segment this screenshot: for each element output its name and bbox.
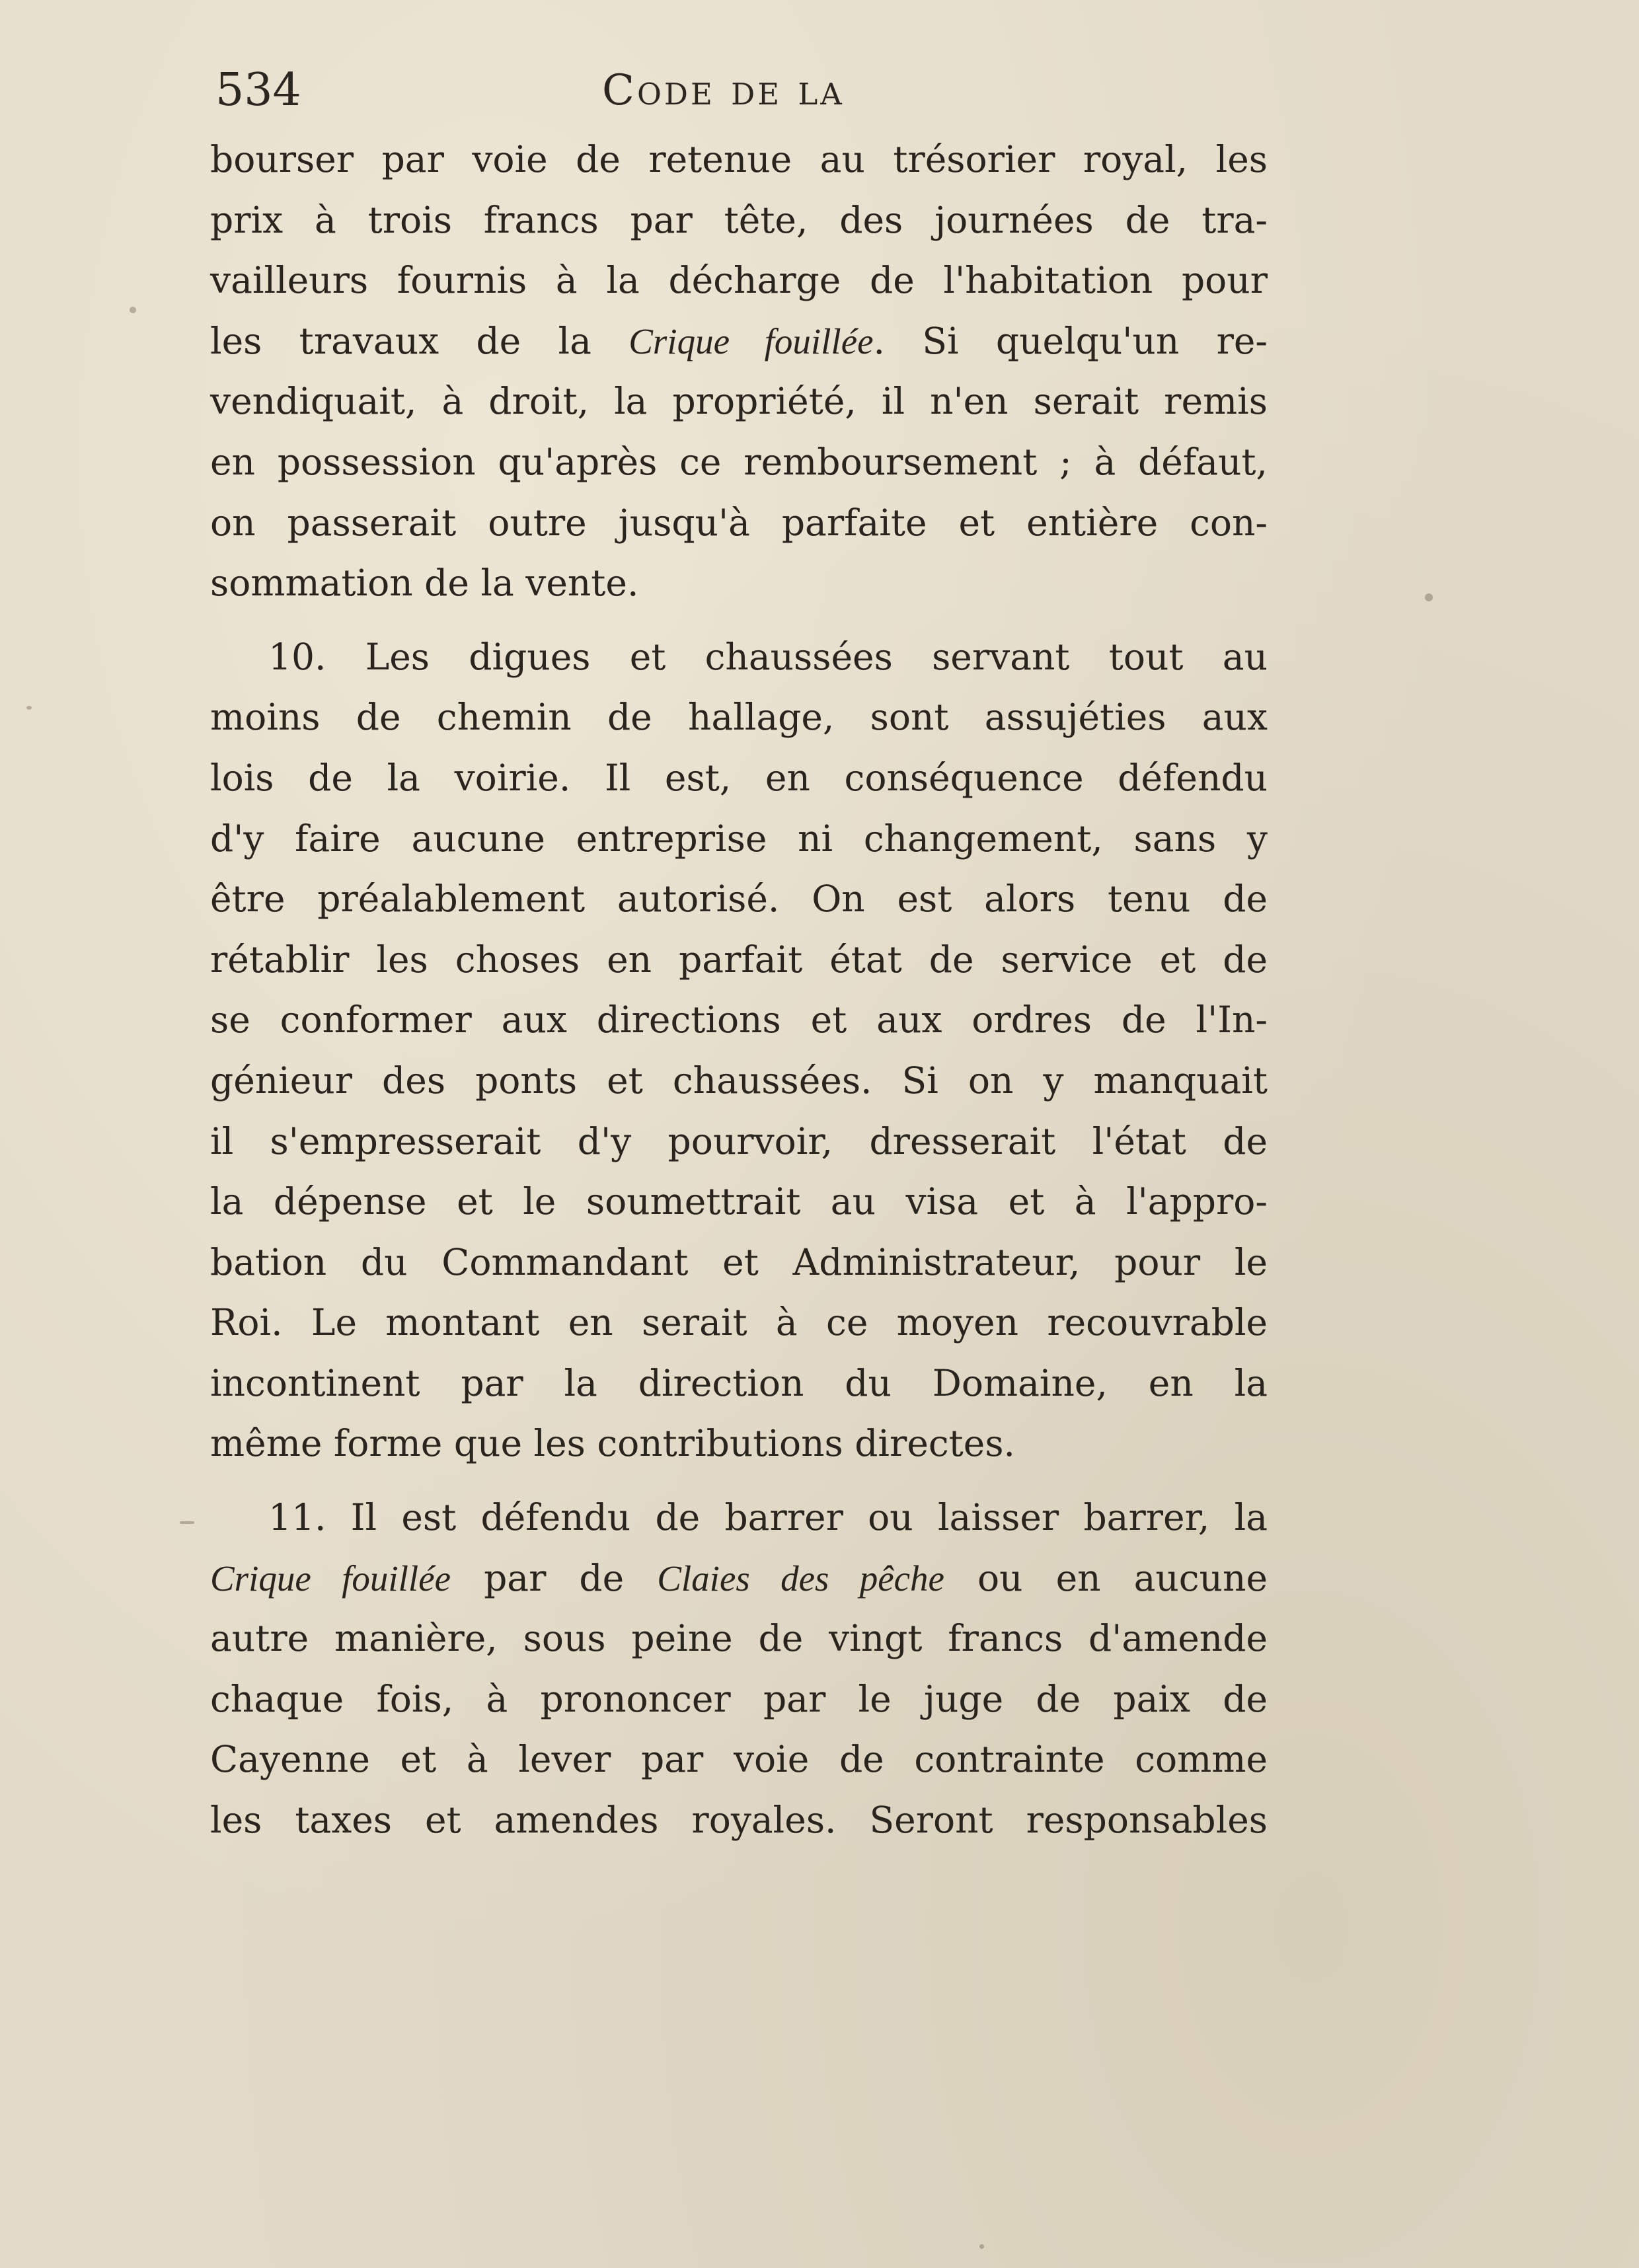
text-line: autre manière, sous peine de vingt francs d'amende: [210, 1617, 1268, 1660]
text-line: lois de la voirie. Il est, en conséquence défendu: [210, 756, 1268, 799]
text-line: il s'empresserait d'y pourvoir, dresserait l'état de: [210, 1119, 1268, 1162]
paragraph-gap: [210, 614, 1268, 627]
paragraph-gap: [210, 1474, 1268, 1488]
text-line: les taxes et amendes royales. Seront responsables: [210, 1799, 1268, 1842]
paragraph: [210, 130, 1268, 614]
text-segment: ou en aucune: [944, 1556, 1268, 1599]
text-segment: . Si quelqu'un re-: [873, 319, 1268, 362]
text-line: génieur des ponts et chaussées. Si on y manquait: [210, 1059, 1268, 1102]
text-line: sommation de la vente.: [210, 562, 639, 605]
paper-speck: [1425, 593, 1433, 601]
text-segment: 11. Il est défendu de barrer ou laisser barrer, la: [268, 1496, 1268, 1539]
text-line: d'y faire aucune entreprise ni changement, sans y: [210, 817, 1268, 860]
text-line: Cayenne et à lever par voie de contrainte comme: [210, 1738, 1268, 1781]
text-line: prix à trois francs par tête, des journées de tra-: [210, 198, 1268, 241]
italic-text: Crique fouillée: [210, 1558, 451, 1599]
text-line: en possession qu'après ce remboursement ; à défaut,: [210, 440, 1268, 483]
text-line: être préalablement autorisé. On est alors tenu de: [210, 878, 1268, 921]
paper-speck: [26, 706, 32, 710]
text-line: se conformer aux directions et aux ordres de l'In-: [210, 999, 1268, 1041]
paper-speck: [979, 2244, 984, 2249]
text-line: rétablir les choses en parfait état de service et de: [210, 938, 1268, 981]
text-line: [210, 1488, 1268, 1548]
body-text: [210, 130, 1268, 1851]
text-line: Roi. Le montant en serait à ce moyen recouvrable: [210, 1301, 1268, 1344]
text-line: bourser par voie de retenue au trésorier royal, les: [210, 138, 1268, 180]
page-header: [215, 61, 1273, 120]
text-line: moins de chemin de hallage, sont assujéties aux: [210, 696, 1268, 739]
text-line: vailleurs fournis à la décharge de l'habitation pour: [210, 259, 1268, 302]
text-segment: par de: [451, 1556, 658, 1599]
text-line: même forme que les contributions directes.: [210, 1422, 1016, 1465]
text-line: on passerait outre jusqu'à parfaite et entière con-: [210, 501, 1268, 544]
text-segment: les travaux de la: [210, 319, 629, 362]
italic-text: Crique fouillée: [629, 321, 874, 361]
italic-text: Claies des pêche: [657, 1558, 944, 1599]
text-line: [210, 311, 1268, 372]
text-line: [210, 1548, 1268, 1609]
text-line: la dépense et le soumettrait au visa et à l'appro-: [210, 1180, 1268, 1223]
paper-speck: [180, 1521, 194, 1524]
paper-speck: [130, 307, 136, 313]
page-number: 534: [215, 64, 301, 116]
text-line: incontinent par la direction du Domaine, en la: [210, 1361, 1268, 1404]
text-line: 10. Les digues et chaussées servant tout au: [268, 635, 1268, 678]
text-line: vendiquait, à droit, la propriété, il n'en serait remis: [210, 380, 1268, 423]
text-line: bation du Commandant et Administrateur, pour le: [210, 1240, 1268, 1283]
text-line: chaque fois, à prononcer par le juge de paix de: [210, 1677, 1268, 1720]
paragraph: [210, 627, 1268, 1474]
paragraph: [210, 1488, 1268, 1851]
running-title: Code de la: [602, 66, 845, 115]
